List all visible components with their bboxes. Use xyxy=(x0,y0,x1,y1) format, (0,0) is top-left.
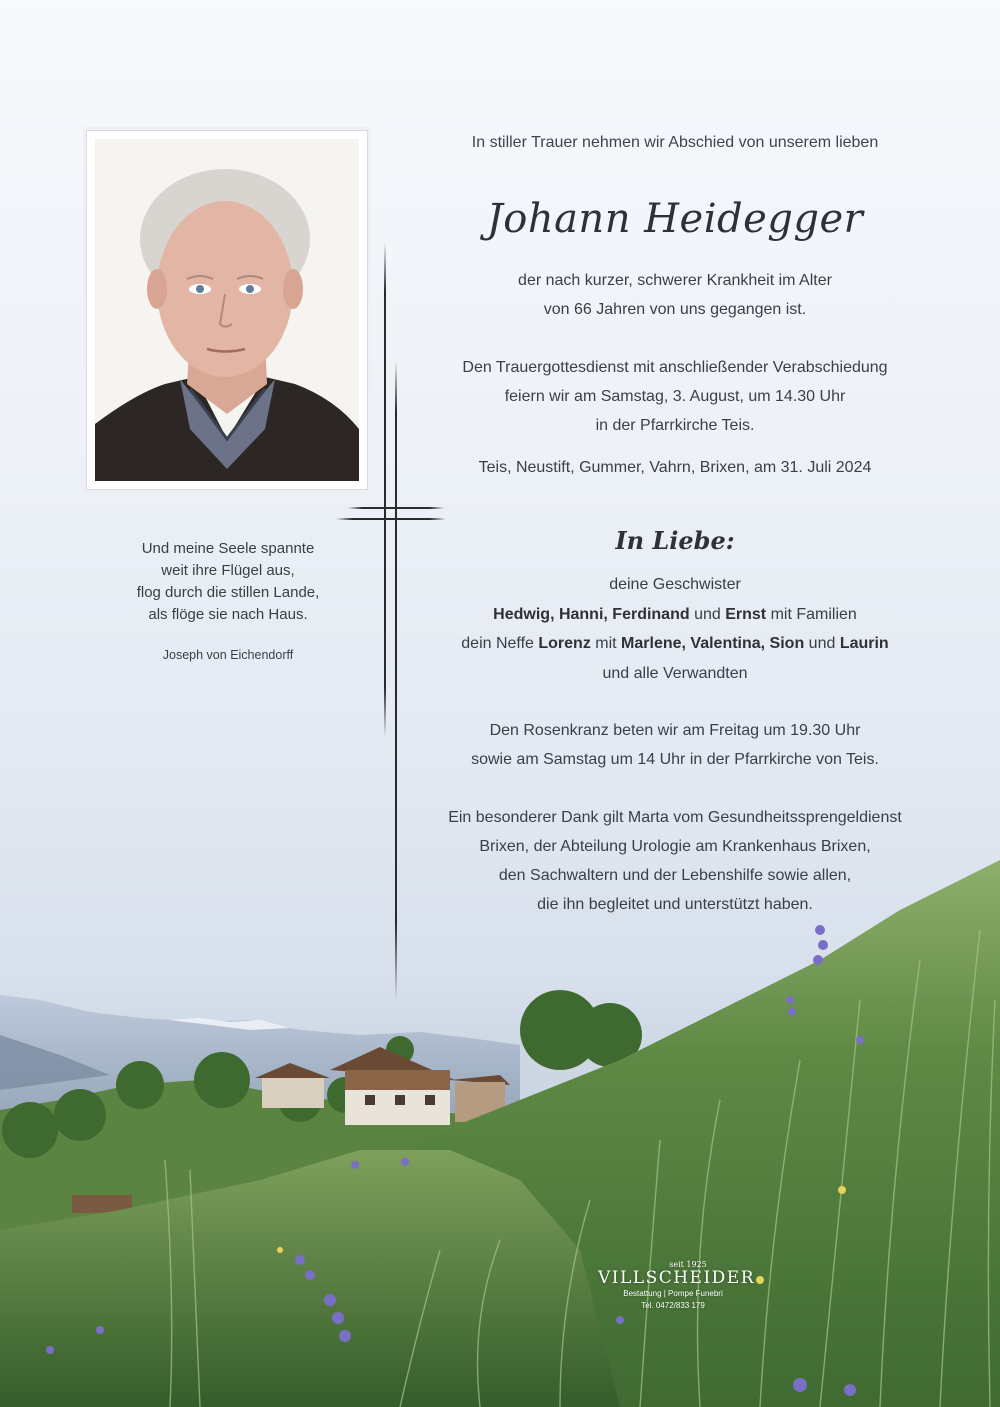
funeral-home-logo xyxy=(598,1260,756,1310)
cross-horizontal-line-2 xyxy=(336,518,446,520)
logo-phone: Tel. 0472/833 179 xyxy=(641,1301,705,1310)
thanks-text xyxy=(430,803,920,919)
service-line: feiern wir am Samstag, 3. August, um 14.30 Uhr xyxy=(504,388,846,405)
portrait-photo-icon xyxy=(95,139,359,481)
age-text xyxy=(430,266,920,324)
family-line-nephew xyxy=(430,629,920,659)
in-liebe-heading: In Liebe: xyxy=(615,526,735,555)
family-line-siblings xyxy=(430,600,920,630)
poem xyxy=(100,538,356,626)
relative-names: Marlene, Valentina, Sion xyxy=(621,635,805,652)
service-line: Den Trauergottesdienst mit anschließender Verabschiedung xyxy=(462,359,888,376)
thanks-line: Ein besonderer Dank gilt Marta vom Gesundheitssprengeldienst xyxy=(448,809,902,826)
family-line-relatives: und alle Verwandten xyxy=(602,664,748,682)
rosary-text xyxy=(430,716,920,774)
rosary-line: sowie am Samstag um 14 Uhr in der Pfarrkirche von Teis. xyxy=(471,751,879,768)
deceased-name: Johann Heidegger xyxy=(486,196,864,242)
poem-line: als flöge sie nach Haus. xyxy=(148,606,308,623)
poem-author: Joseph von Eichendorff xyxy=(162,648,294,662)
portrait-photo xyxy=(95,139,359,481)
service-text xyxy=(430,353,920,440)
poem-line: flog durch die stillen Lande, xyxy=(136,584,320,601)
family-list xyxy=(430,570,920,688)
logo-subtitle: Bestattung | Pompe Funebri xyxy=(623,1289,723,1298)
cross-vertical-line-2 xyxy=(395,360,397,1000)
nephew-prefix: dein Neffe xyxy=(461,635,539,652)
conjunction: und xyxy=(689,605,726,623)
intro-text: In stiller Trauer nehmen wir Abschied von unserem lieben xyxy=(471,134,879,151)
conjunction: mit xyxy=(590,635,622,652)
logo-since: seit 1925 xyxy=(669,1260,707,1269)
family-line-siblings-label: deine Geschwister xyxy=(609,576,741,593)
service-line: in der Pfarrkirche Teis. xyxy=(595,417,755,434)
cross-horizontal-line-1 xyxy=(348,507,444,509)
thanks-line: die ihn begleitet und unterstützt haben. xyxy=(537,896,813,913)
family-suffix: mit Familien xyxy=(766,605,857,623)
sibling-name: Ernst xyxy=(725,605,767,623)
thanks-line: den Sachwaltern und der Lebenshilfe sowie allen, xyxy=(498,867,852,884)
nephew-name: Lorenz xyxy=(538,635,591,652)
cross-vertical-line-1 xyxy=(384,242,386,737)
thanks-line: Brixen, der Abteilung Urologie am Krankenhaus Brixen, xyxy=(479,838,871,855)
sibling-names: Hedwig, Hanni, Ferdinand xyxy=(493,605,690,623)
poem-line: Und meine Seele spannte xyxy=(141,540,315,557)
age-line: der nach kurzer, schwerer Krankheit im Alter xyxy=(518,272,832,289)
relative-name: Laurin xyxy=(839,635,889,652)
conjunction: und xyxy=(804,635,840,652)
poem-line: weit ihre Flügel aus, xyxy=(161,562,295,579)
logo-brand: VILLSCHEIDER xyxy=(598,1268,756,1288)
portrait-frame xyxy=(86,130,368,490)
place-date: Teis, Neustift, Gummer, Vahrn, Brixen, am 31. Juli 2024 xyxy=(478,459,872,476)
rosary-line: Den Rosenkranz beten wir am Freitag um 19.30 Uhr xyxy=(489,722,861,739)
age-line: von 66 Jahren von uns gegangen ist. xyxy=(543,301,807,318)
